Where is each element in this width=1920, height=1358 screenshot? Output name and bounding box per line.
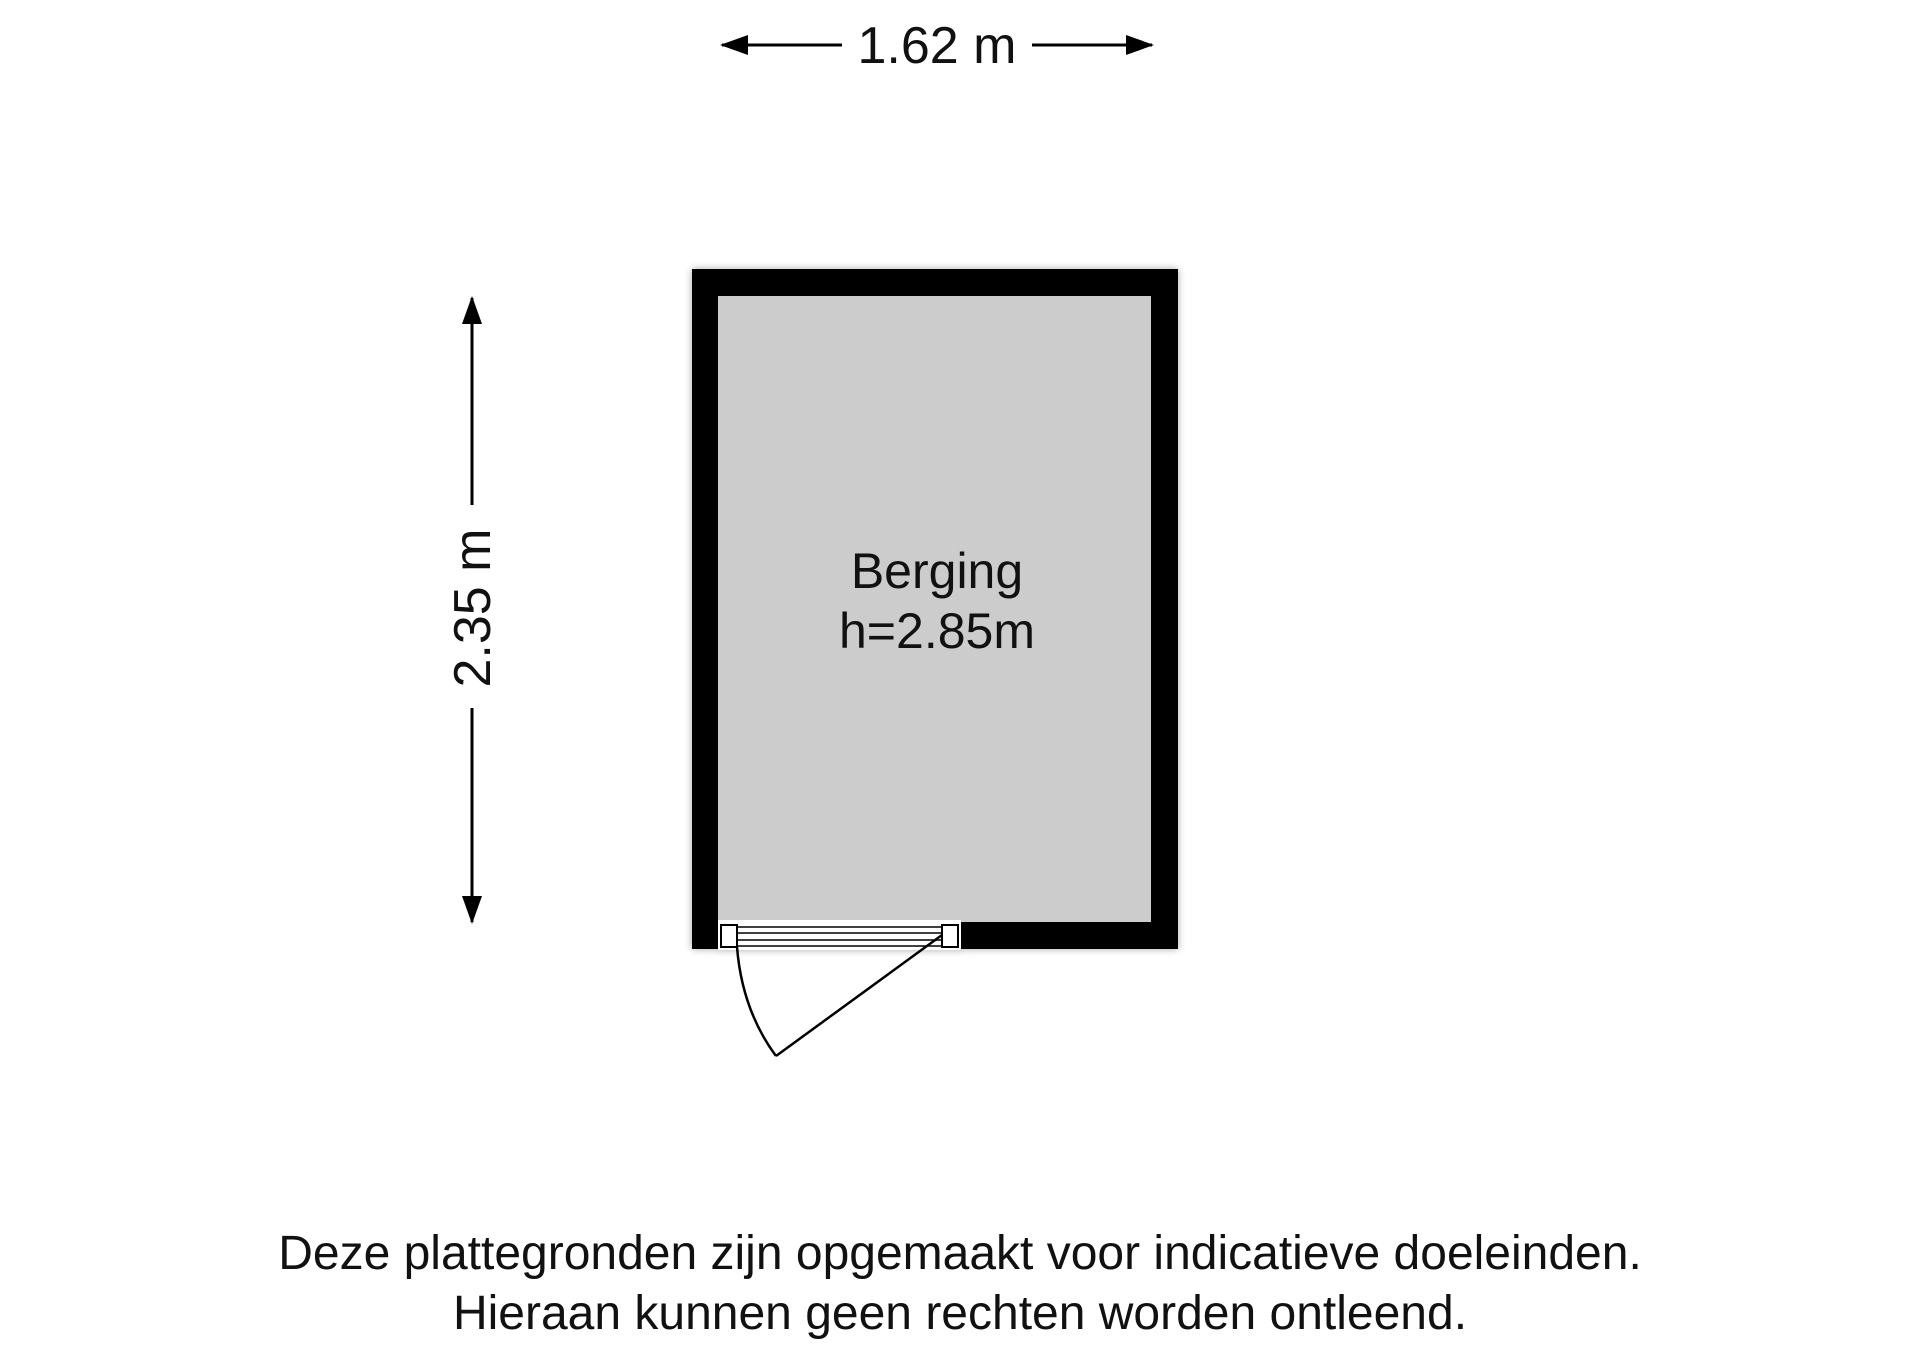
door-jamb-right <box>942 925 958 947</box>
width-dimension-label: 1.62 m <box>857 17 1017 75</box>
disclaimer-line-1: Deze plattegronden zijn opgemaakt voor indicatieve doeleinden. <box>278 1227 1642 1280</box>
door-jamb-left <box>721 925 737 947</box>
door-swing-arc <box>737 947 776 1056</box>
door-leaf <box>776 935 942 1056</box>
depth-arrow-top-icon <box>462 296 482 324</box>
room-height: h=2.85m <box>839 603 1035 659</box>
disclaimer-line-2: Hieraan kunnen geen rechten worden ontleend. <box>452 1287 1468 1340</box>
depth-dimension <box>444 296 502 924</box>
width-dimension <box>720 17 1154 75</box>
width-arrow-left-icon <box>720 35 748 55</box>
room-name: Berging <box>850 543 1024 599</box>
depth-arrow-bottom-icon <box>462 896 482 924</box>
width-arrow-right-icon <box>1126 35 1154 55</box>
depth-dimension-label: 2.35 m <box>444 528 502 688</box>
